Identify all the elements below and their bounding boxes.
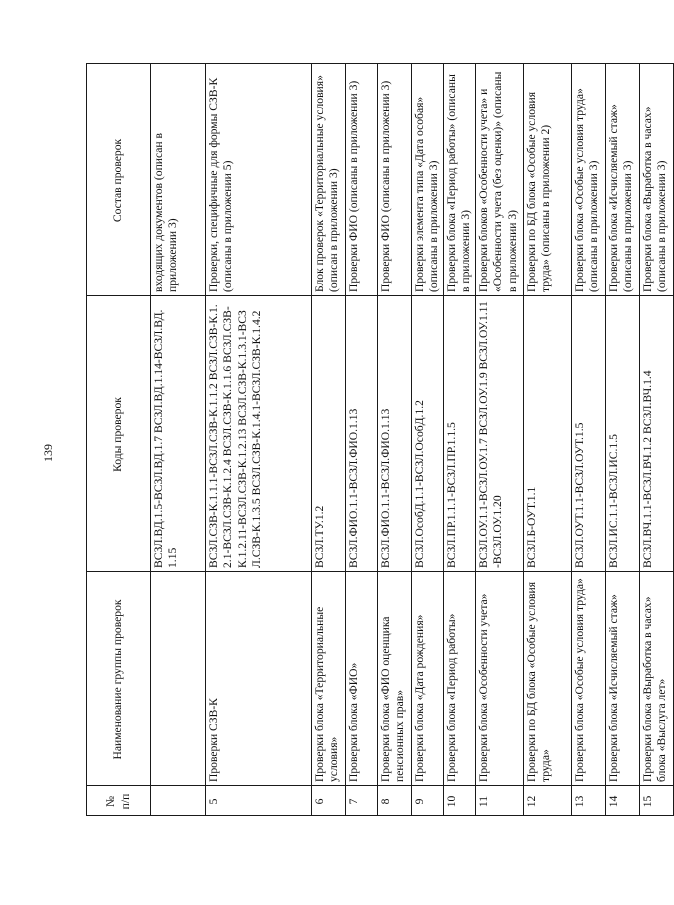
row-check-codes: ВСЗЛ.ТУ.1.2 (312, 296, 346, 572)
table-row (312, 64, 346, 816)
row-check-contents: Проверки по БД блока «Особые условия труда» (описаны в приложении 2) (524, 64, 572, 296)
row-check-codes: ВСЗЛ.ВЧ.1.1-ВСЗЛ.ВЧ.1.2 ВСЗЛ.ВЧ.1.4 (640, 296, 674, 572)
checks-table (86, 63, 674, 816)
row-check-codes: ВСЗЛ.ИС.1.1-ВСЗЛ.ИС.1.5 (606, 296, 640, 572)
row-num: 14 (606, 786, 640, 816)
row-check-contents: Проверки блока «Период работы» (описаны в приложении 3) (444, 64, 476, 296)
table-row (206, 64, 312, 816)
row-check-codes: ВСЗЛ.Б-ОУТ.1.1 (524, 296, 572, 572)
row-check-contents: Проверки ФИО (описаны в приложении 3) (346, 64, 378, 296)
header-num: № п/п (87, 786, 151, 816)
row-check-contents: Проверки блока «Особые условия труда» (описаны в приложении 3) (572, 64, 606, 296)
row-group-name: Проверки блока «Выработка в часах» блока «Выслуга лет» (640, 572, 674, 786)
table-row (346, 64, 378, 816)
row-check-codes: ВСЗЛ.ОУ.1.1-ВСЗЛ.ОУ.1.7 ВСЗЛ.ОУ.1.9 ВСЗЛ.ОУ.1.11-ВСЗЛ.ОУ.1.20 (476, 296, 524, 572)
row-check-contents: Проверки блока «Исчисляемый стаж» (описаны в приложении 3) (606, 64, 640, 296)
row-check-contents: Проверки элемента типа «Дата особая» (описаны в приложении 3) (412, 64, 444, 296)
row-check-contents: входящих документов (описан в приложении 3) (151, 64, 206, 296)
row-group-name: Проверки блока «Исчисляемый стаж» (606, 572, 640, 786)
row-num: 15 (640, 786, 674, 816)
header-check-contents: Состав проверок (87, 64, 151, 296)
row-check-codes: ВСЗЛ.ВД.1.5-ВСЗЛ.ВД.1.7 ВСЗЛ.ВД.1.14-ВСЗЛ.ВД.1.15 (151, 296, 206, 572)
row-group-name (151, 572, 206, 786)
row-num: 6 (312, 786, 346, 816)
row-group-name: Проверки блока «Особенности учета» (476, 572, 524, 786)
row-group-name: Проверки по БД блока «Особые условия труда» (524, 572, 572, 786)
row-num (151, 786, 206, 816)
row-num: 7 (346, 786, 378, 816)
page-number: 139 (41, 444, 55, 462)
row-check-contents: Проверки ФИО (описаны в приложении 3) (378, 64, 412, 296)
table-row (606, 64, 640, 816)
rotated-page-content (86, 64, 669, 816)
row-check-codes: ВСЗЛ.ПР.1.1.1-ВСЗЛ.ПР.1.1.5 (444, 296, 476, 572)
row-check-codes: ВСЗЛ.СЗВ-К.1.1.1-ВСЗЛ.СЗВ-К.1.1.2 ВСЗЛ.СЗВ-К.1.2.1-ВСЗЛ.СЗВ-К.1.2.4 ВСЗЛ.СЗВ-К.1.1.6 ВСЗЛ.СЗВ-К.1.2.11-ВСЗЛ.СЗВ-К.1.2.13 ВСЗЛ.СЗВ-К.1.3.1-ВСЗЛ.СЗВ-К.1.3.5 ВСЗЛ.СЗВ-К.1.4.1-ВСЗЛ.СЗВ-К.1.4.2 (206, 296, 312, 572)
row-num: 13 (572, 786, 606, 816)
row-group-name: Проверки блока «Период работы» (444, 572, 476, 786)
table-row (524, 64, 572, 816)
table-row (476, 64, 524, 816)
row-group-name: Проверки СЗВ-К (206, 572, 312, 786)
row-check-contents: Проверки блока «Выработка в часах» (описаны в приложении 3) (640, 64, 674, 296)
row-group-name: Проверки блока «ФИО оценщика пенсионных прав» (378, 572, 412, 786)
table-row (444, 64, 476, 816)
row-group-name: Проверки блока «ФИО» (346, 572, 378, 786)
row-check-contents: Блок проверок «Территориальные условия» (описан в приложении 3) (312, 64, 346, 296)
row-num: 10 (444, 786, 476, 816)
row-group-name: Проверки блока «Дата рождения» (412, 572, 444, 786)
row-num: 9 (412, 786, 444, 816)
row-check-codes: ВСЗЛ.ОсобД.1.1-ВСЗЛ.ОсобД.1.2 (412, 296, 444, 572)
row-check-codes: ВСЗЛ.ОУТ.1.1-ВСЗЛ.ОУТ.1.5 (572, 296, 606, 572)
table-row (378, 64, 412, 816)
table-row (151, 64, 206, 816)
header-group-name: Наименование группы проверок (87, 572, 151, 786)
row-check-codes: ВСЗЛ.ФИО.1.1-ВСЗЛ.ФИО.1.13 (378, 296, 412, 572)
row-num: 12 (524, 786, 572, 816)
table-header-row (87, 64, 151, 816)
row-check-codes: ВСЗЛ.ФИО.1.1-ВСЗЛ.ФИО.1.13 (346, 296, 378, 572)
row-num: 11 (476, 786, 524, 816)
row-group-name: Проверки блока «Особые условия труда» (572, 572, 606, 786)
table-row (412, 64, 444, 816)
table-row (640, 64, 674, 816)
row-check-contents: Проверки, специфичные для формы СЗВ-К (описаны в приложении 5) (206, 64, 312, 296)
header-check-codes: Коды проверок (87, 296, 151, 572)
row-num: 5 (206, 786, 312, 816)
row-num: 8 (378, 786, 412, 816)
table-row (572, 64, 606, 816)
row-check-contents: Проверки блоков «Особенности учета» и «Особенности учета (без оценки)» (описаны в приложении 3) (476, 64, 524, 296)
row-group-name: Проверки блока «Территориальные условия» (312, 572, 346, 786)
